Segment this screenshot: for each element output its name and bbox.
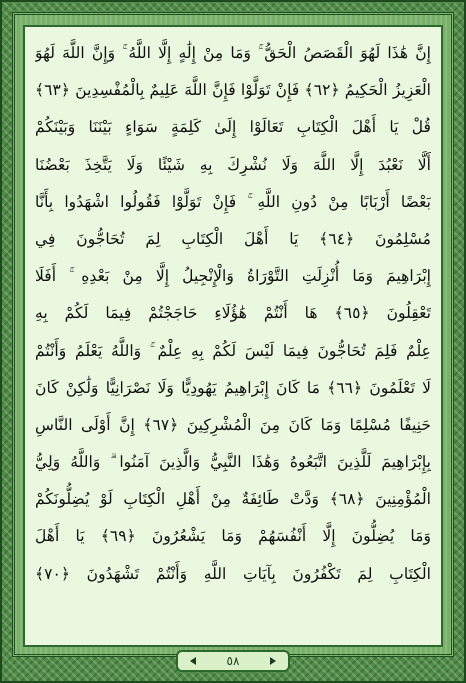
- text-line-4: أَلَّا نَعْبُدَ إِلَّا اللَّهَ وَلَا نُشْرِكَ بِهِ شَيْئًا وَلَا يَتَّخِذَ بَعْضُنَا: [35, 155, 431, 174]
- page-text: [35, 35, 431, 593]
- quran-page: [23, 25, 443, 647]
- triangle-right-icon-svg: [268, 656, 278, 666]
- text-line-3: قُلْ يَا أَهْلَ الْكِتَابِ تَعَالَوْا إِلَىٰ كَلِمَةٍ سَوَاءٍ بَيْنَنَا وَبَيْنَكُمْ: [35, 118, 431, 137]
- text-line-13: الْمُؤْمِنِينَ ﴿٦٨﴾ وَدَّتْ طَائِفَةٌ مِنْ أَهْلِ الْكِتَابِ لَوْ يُضِلُّونَكُمْ: [35, 490, 431, 509]
- text-line-14: وَمَا يُضِلُّونَ إِلَّا أَنْفُسَهُمْ وَمَا يَشْعُرُونَ ﴿٦٩﴾ يَا أَهْلَ: [35, 527, 431, 546]
- text-line-1: إِنَّ هَٰذَا لَهُوَ الْقَصَصُ الْحَقُّ ۚ وَمَا مِنْ إِلَٰهٍ إِلَّا اللَّهُ ۚ وَإِنَّ اللَّهَ لَهُوَ: [35, 44, 431, 62]
- page-number: ٥٨: [226, 654, 240, 668]
- triangle-right-icon[interactable]: [266, 654, 280, 668]
- text-line-9: عِلْمٌ فَلِمَ تُحَاجُّونَ فِيمَا لَيْسَ لَكُمْ بِهِ عِلْمٌ ۚ وَاللَّهُ يَعْلَمُ وَأَنْتُمْ: [35, 341, 431, 360]
- triangle-left-icon[interactable]: [186, 654, 200, 668]
- text-line-15: الْكِتَابِ لِمَ تَكْفُرُونَ بِآيَاتِ اللَّهِ وَأَنْتُمْ تَشْهَدُونَ ﴿٧٠﴾: [35, 564, 431, 583]
- text-line-12: بِإِبْرَاهِيمَ لَلَّذِينَ اتَّبَعُوهُ وَهَٰذَا النَّبِيُّ وَالَّذِينَ آمَنُوا ۗ وَاللَّهُ وَلِيُّ: [35, 453, 431, 472]
- triangle-left-icon-svg: [188, 656, 198, 666]
- text-line-8: تَعْقِلُونَ ﴿٦٥﴾ هَا أَنْتُمْ هَٰؤُلَاءِ حَاجَجْتُمْ فِيمَا لَكُمْ بِهِ: [35, 304, 431, 323]
- page-navigation-bar: [176, 650, 290, 672]
- text-line-6: مُسْلِمُونَ ﴿٦٤﴾ يَا أَهْلَ الْكِتَابِ لِمَ تُحَاجُّونَ فِي: [35, 229, 431, 248]
- text-line-10: لَا تَعْلَمُونَ ﴿٦٦﴾ مَا كَانَ إِبْرَاهِيمُ يَهُودِيًّا وَلَا نَصْرَانِيًّا وَلَٰكِنْ كَانَ: [35, 378, 431, 397]
- text-line-5: بَعْضًا أَرْبَابًا مِنْ دُونِ اللَّهِ ۚ فَإِنْ تَوَلَّوْا فَقُولُوا اشْهَدُوا بِأَنَّا: [35, 192, 431, 211]
- text-line-7: إِبْرَاهِيمَ وَمَا أُنْزِلَتِ التَّوْرَاةُ وَالْإِنْجِيلُ إِلَّا مِنْ بَعْدِهِ ۚ أَفَلَا: [35, 267, 431, 286]
- text-line-2: الْعَزِيزُ الْحَكِيمُ ﴿٦٢﴾ فَإِنْ تَوَلَّوْا فَإِنَّ اللَّهَ عَلِيمٌ بِالْمُفْسِدِينَ ﴿٦٣﴾: [35, 81, 431, 100]
- text-line-11: حَنِيفًا مُسْلِمًا وَمَا كَانَ مِنَ الْمُشْرِكِينَ ﴿٦٧﴾ إِنَّ أَوْلَى النَّاسِ: [35, 415, 431, 434]
